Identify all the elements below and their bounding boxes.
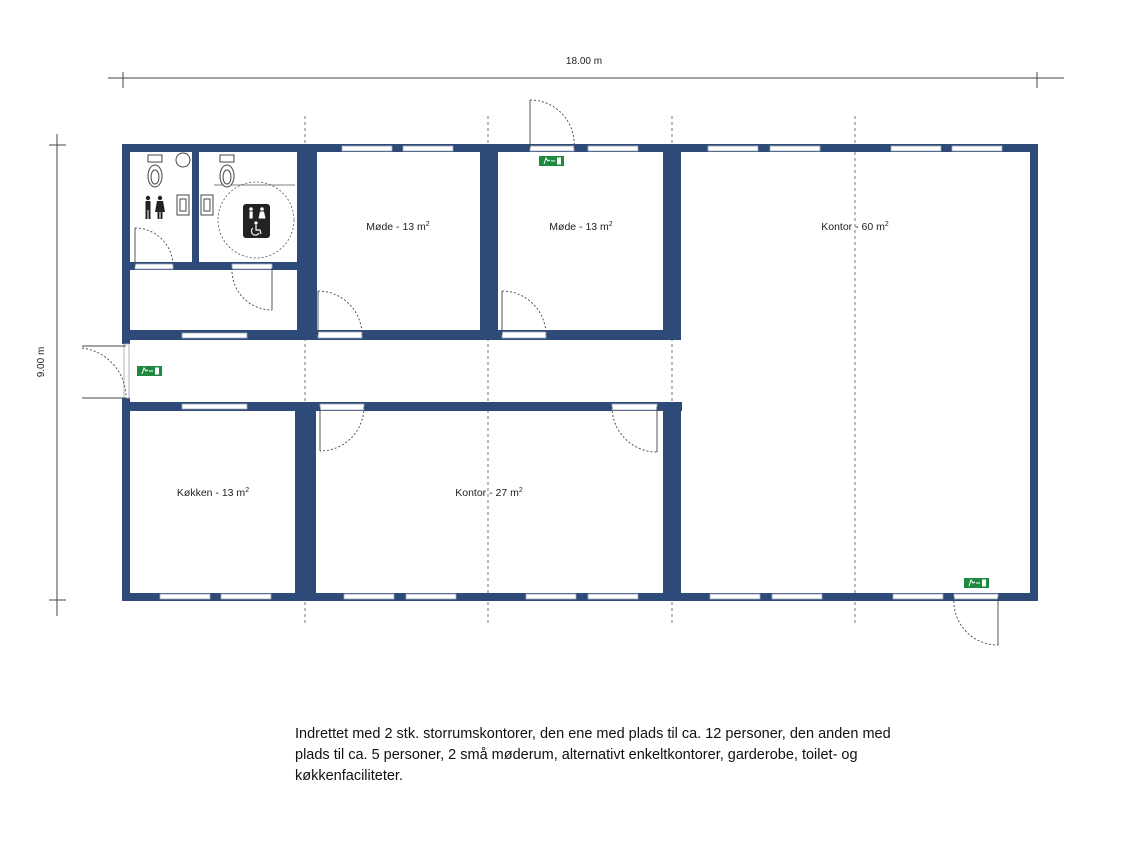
width-dimension (108, 72, 1064, 88)
room-label-meeting-2: Møde - 13 $m^2$ (549, 221, 613, 233)
door-swings (82, 100, 998, 645)
accessible-toilet-icon (243, 204, 270, 238)
toilet-male-female-icon (146, 196, 166, 219)
emergency-exit-icon (539, 156, 564, 166)
room-label-office-60: Kontor - 60 $m^2$ (821, 221, 889, 233)
floor-plan-description: Indrettet med 2 stk. storrumskontorer, den ene med plads til ca. 12 personer, den anden med plads til ca. 5 personer, 2 små møderum, alternativt enkeltkontorer, garderobe, toilet- og køkkenfaciliteter. (295, 726, 891, 784)
room-label-meeting-1: Møde - 13 $m^2$ (366, 221, 430, 233)
room-label-office-27: Kontor - 27 $m^2$ (455, 487, 523, 499)
emergency-exit-icon (964, 578, 989, 588)
module-grid-lines (305, 116, 855, 624)
emergency-exit-icon (137, 366, 162, 376)
room-label-kitchen: Køkken - 13 $m^2$ (176, 487, 250, 499)
height-label: 9.00 m (36, 346, 47, 378)
height-dimension (49, 134, 66, 616)
width-label: 18.00 m (565, 56, 603, 67)
windows (160, 146, 1002, 599)
